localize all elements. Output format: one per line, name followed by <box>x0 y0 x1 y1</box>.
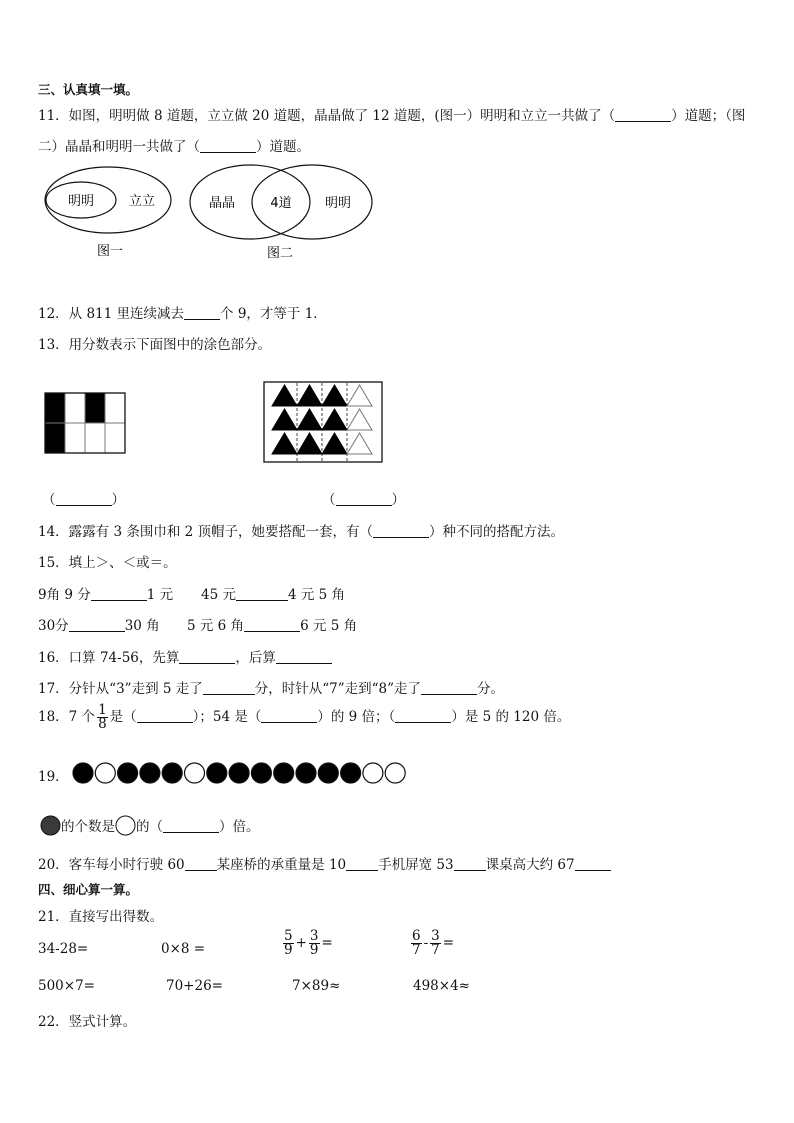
empty-circle <box>185 763 205 783</box>
question-12 <box>38 302 327 322</box>
filled-circle <box>341 763 361 783</box>
venn-figure-2 <box>190 165 372 261</box>
answer-blank[interactable] <box>163 819 219 833</box>
q20-text-1: 20．客车每小时行驶 60 <box>38 857 185 873</box>
shaded-cell <box>85 393 105 423</box>
answer-blank[interactable] <box>615 108 671 122</box>
shaded-cell <box>45 393 65 423</box>
filled-circle <box>162 763 182 783</box>
fig1-inner-label: 明明 <box>67 194 95 209</box>
q18-text: 18．7 个 <box>38 709 96 725</box>
answer-blank[interactable] <box>184 306 220 320</box>
q11-text: 11．如图，明明做 8 道题，立立做 20 道题，晶晶做了 12 道题，(图一）明明和立立一共做了（ <box>38 108 616 124</box>
question-18 <box>38 704 570 731</box>
fraction <box>411 930 422 957</box>
empty-circle <box>385 763 405 783</box>
equals: = <box>321 935 333 951</box>
q11-text2: 二）晶晶和明明一共做了（ <box>38 139 200 155</box>
q18-text-4: ）是 5 的 120 倍。 <box>451 709 571 725</box>
answer-blank[interactable] <box>200 139 256 153</box>
triangle-grid <box>263 381 385 465</box>
empty-circle <box>95 763 115 783</box>
question-22: 22．竖式计算。 <box>38 1014 137 1030</box>
answer-blank[interactable] <box>56 492 112 506</box>
empty-cell <box>85 423 105 453</box>
venn-figure-1 <box>45 167 171 259</box>
fraction-numerator: 6 <box>412 928 421 944</box>
answer-blank[interactable] <box>203 681 255 695</box>
answer-blank[interactable] <box>346 857 378 871</box>
compare-left: 9角 9 分 <box>38 587 91 603</box>
q14-text: 14．露露有 3 条围巾和 2 顶帽子，她要搭配一套，有（ <box>38 524 374 540</box>
filled-circle <box>229 763 249 783</box>
answer-blank[interactable] <box>261 709 317 723</box>
paren-close: ） <box>391 492 405 508</box>
shaded-cell <box>45 423 65 453</box>
q16-text: 16．口算 74-56，先算 <box>38 650 180 666</box>
paren-open: （ <box>322 492 336 508</box>
fig1-outer-label: 立立 <box>128 194 156 209</box>
q20-text-3: 手机屏宽 53 <box>378 857 454 873</box>
compare-item <box>38 614 160 634</box>
q19-text-3: ）倍。 <box>219 819 260 835</box>
answer-blank[interactable] <box>395 709 451 723</box>
q18-text-2: ）；54 是（ <box>192 709 262 725</box>
answer-blank[interactable] <box>179 650 235 664</box>
section-title-3: 三、认真填一填。 <box>38 82 139 97</box>
fraction-denominator: 9 <box>309 942 319 958</box>
question-15: 15．填上＞、＜或＝。 <box>38 555 177 571</box>
q17-text: 17．分针从“3”走到 5 走了 <box>38 681 203 697</box>
answer-blank[interactable] <box>276 650 332 664</box>
q20-text-2: 某座桥的承重量是 10 <box>216 857 347 873</box>
question-16 <box>38 646 332 666</box>
answer-blank[interactable] <box>336 492 392 506</box>
answer-blank[interactable] <box>185 857 217 871</box>
q17-text-mid: 分，时针从“7”走到“8”走了 <box>254 681 422 697</box>
empty-cell <box>65 423 85 453</box>
q12-text: 12．从 811 里连续减去 <box>38 306 185 322</box>
answer-blank[interactable] <box>69 618 125 632</box>
equals: = <box>442 935 455 951</box>
fig2-right-label: 明明 <box>324 196 352 211</box>
q13-answer-left <box>42 488 125 508</box>
answer-blank[interactable] <box>236 587 288 601</box>
fraction-denominator: 7 <box>412 942 421 958</box>
q19-text-2: 的（ <box>136 819 163 835</box>
q11-text-tail: ）道题；（图 <box>671 108 746 124</box>
fraction-numerator: 3 <box>431 928 440 944</box>
circle-row <box>72 761 424 785</box>
empty-cell <box>105 393 125 423</box>
compare-item <box>201 583 345 603</box>
calc-item: 7×89≈ <box>292 978 341 994</box>
answer-blank[interactable] <box>91 587 147 601</box>
empty-cell <box>105 423 125 453</box>
answer-blank[interactable] <box>244 618 300 632</box>
compare-item <box>38 583 173 603</box>
filled-circle-icon <box>40 815 61 836</box>
shaded-grid <box>44 392 128 454</box>
section-title-4: 四、细心算一算。 <box>38 882 139 897</box>
compare-left: 5 元 6 角 <box>187 618 245 634</box>
calc-item: 500×7= <box>38 978 95 994</box>
filled-circle <box>140 763 160 783</box>
filled-circle <box>318 763 338 783</box>
compare-left: 30分 <box>38 618 69 634</box>
fig2-caption: 图二 <box>266 246 294 261</box>
calc-item-fraction <box>281 930 333 957</box>
operator: + <box>295 935 307 951</box>
compare-right: 6 元 5 角 <box>300 618 358 634</box>
filled-circle <box>274 763 294 783</box>
answer-blank[interactable] <box>575 857 611 871</box>
calc-item: 0×8 = <box>161 941 206 957</box>
paren-open: （ <box>42 492 56 508</box>
fraction-denominator: 9 <box>284 942 293 958</box>
calc-item: 34-28= <box>38 941 89 957</box>
filled-circle <box>207 763 227 783</box>
fig2-left-label: 晶晶 <box>208 196 236 211</box>
empty-circle <box>363 763 383 783</box>
question-19-text <box>40 815 260 836</box>
q16-text-mid: ，后算 <box>235 650 276 666</box>
fig2-middle-label: 4道 <box>270 196 292 211</box>
fraction-denominator: 8 <box>98 716 107 732</box>
compare-left: 45 元 <box>201 587 236 603</box>
answer-blank[interactable] <box>373 524 429 538</box>
fig1-caption: 图一 <box>96 244 124 259</box>
fraction-numerator: 1 <box>98 702 107 718</box>
paren-close: ） <box>111 492 125 508</box>
question-11-line2 <box>38 135 310 155</box>
empty-circle-icon <box>115 815 136 836</box>
answer-blank[interactable] <box>421 681 477 695</box>
compare-item <box>187 614 357 634</box>
filled-circle <box>73 763 93 783</box>
q13-answer-right <box>322 488 405 508</box>
compare-right: 1 元 <box>146 587 174 603</box>
operator: - <box>423 935 429 951</box>
question-11-line1 <box>38 104 745 124</box>
q20-text-4: 课桌高大约 67 <box>485 857 575 873</box>
question-21: 21．直接写出得数。 <box>38 909 164 925</box>
compare-right: 30 角 <box>124 618 160 634</box>
venn-figures <box>38 163 388 263</box>
question-17 <box>38 677 504 697</box>
q11-text2-tail: ）道题。 <box>256 139 310 155</box>
q14-text-tail: ）种不同的搭配方法。 <box>429 524 565 540</box>
question-20 <box>38 853 611 873</box>
answer-blank[interactable] <box>454 857 486 871</box>
fraction <box>283 930 294 957</box>
q17-text-end: 分。 <box>477 681 505 697</box>
fraction <box>309 930 320 957</box>
filled-circle <box>296 763 316 783</box>
filled-circle <box>118 763 138 783</box>
fraction <box>430 930 441 957</box>
question-13: 13．用分数表示下面图中的涂色部分。 <box>38 337 272 353</box>
filled-circle <box>251 763 271 783</box>
fraction-numerator: 3 <box>309 928 319 944</box>
question-19-label: 19． <box>38 769 69 785</box>
q18-text-3: ）的 9 倍；（ <box>317 709 396 725</box>
fraction <box>97 704 108 731</box>
empty-cell <box>65 393 85 423</box>
compare-right: 4 元 5 角 <box>287 587 346 603</box>
calc-item: 70+26= <box>166 978 223 994</box>
answer-blank[interactable] <box>137 709 193 723</box>
q19-text-1: 的个数是 <box>61 819 115 835</box>
q18-text-1: 是（ <box>109 709 137 725</box>
question-14 <box>38 520 564 540</box>
fraction-numerator: 5 <box>284 928 293 944</box>
calc-item-fraction <box>409 930 454 957</box>
fraction-denominator: 7 <box>431 942 440 958</box>
calc-item: 498×4≈ <box>413 978 470 994</box>
q12-text-tail: 个 9，才等于 1． <box>220 306 327 322</box>
